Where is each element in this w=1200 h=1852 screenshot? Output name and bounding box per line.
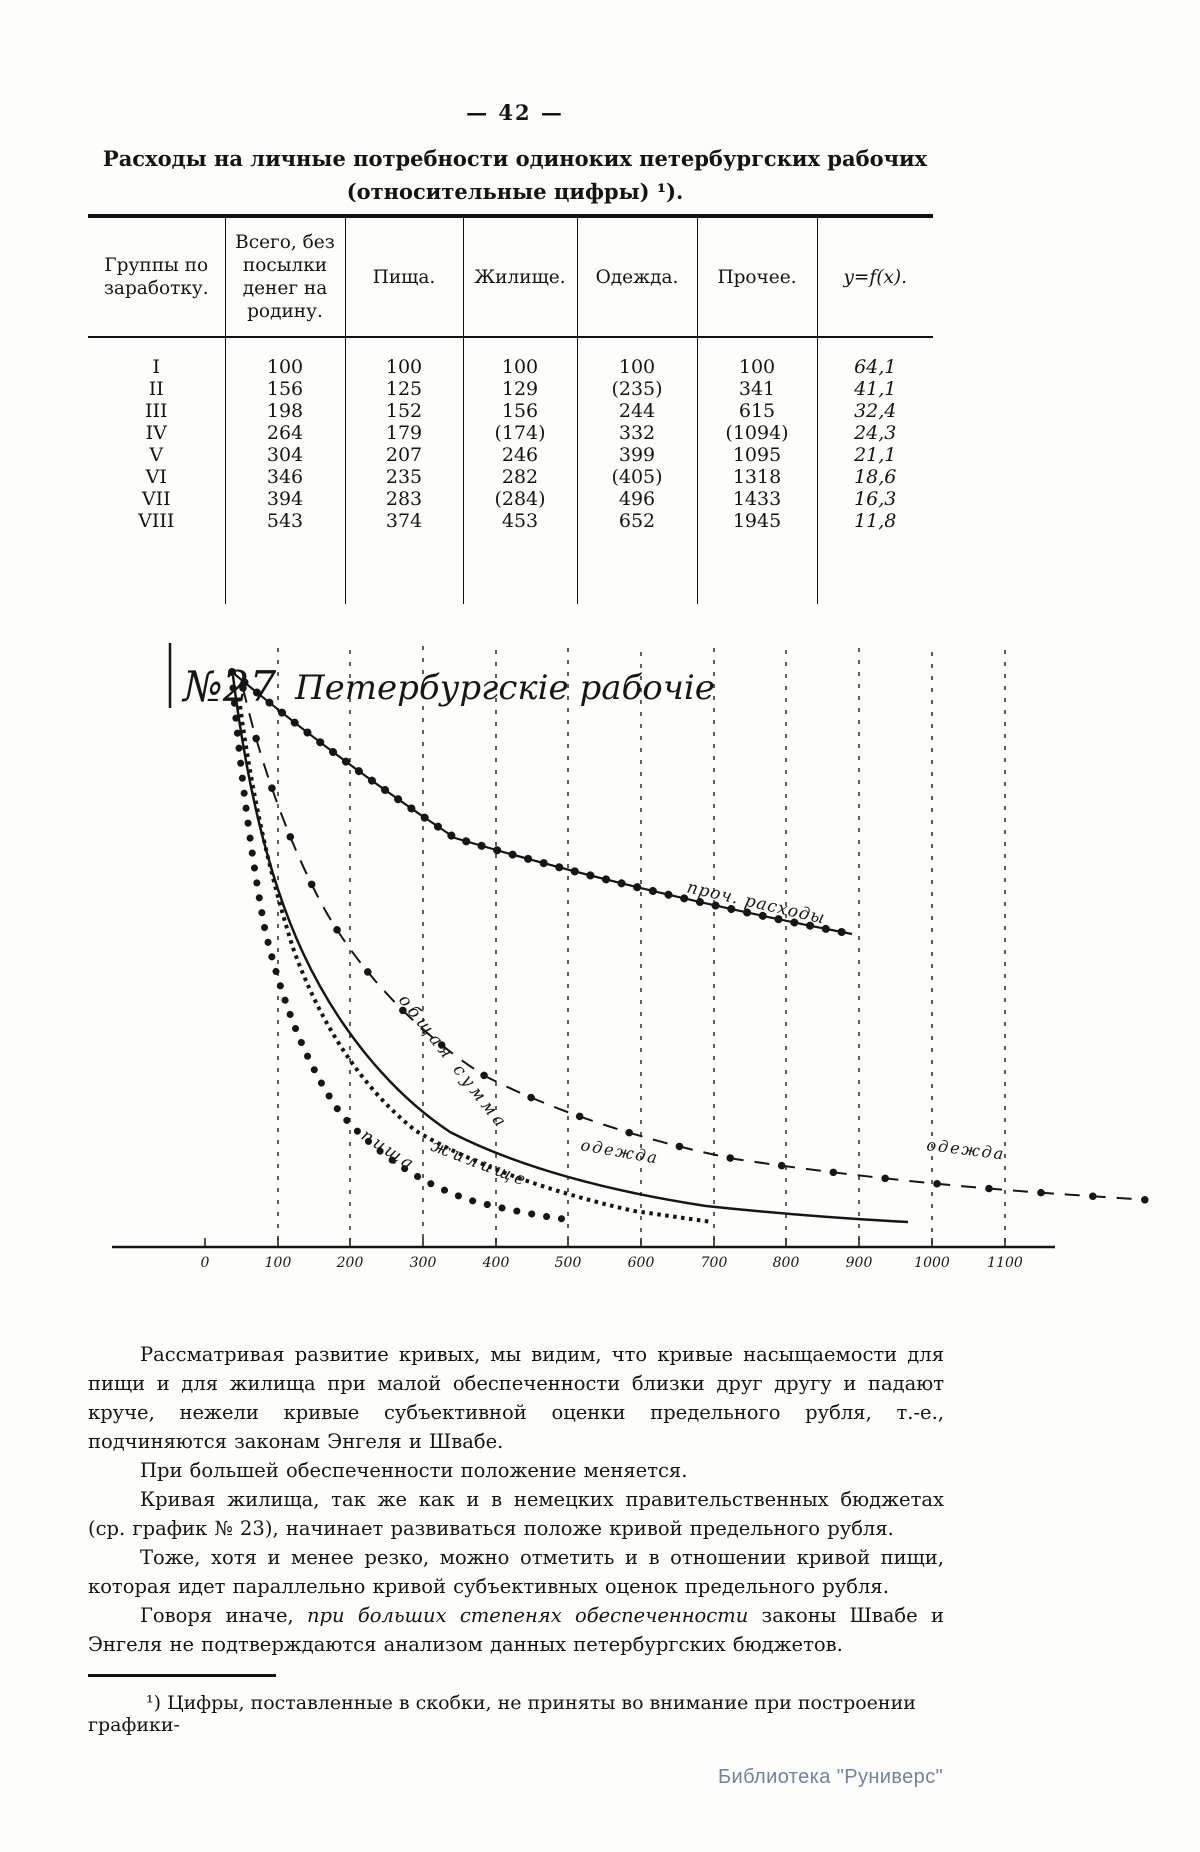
cell-food: 100 <box>345 337 463 378</box>
cell-total: 346 <box>225 466 345 488</box>
curve-pischa <box>233 688 571 1220</box>
curve-label-pischa: пища <box>357 1125 420 1176</box>
cell-total: 264 <box>225 422 345 444</box>
table-row <box>88 510 933 532</box>
cell-other: 615 <box>697 400 817 422</box>
cell-food: 374 <box>345 510 463 532</box>
cell-total: 198 <box>225 400 345 422</box>
cell-yfx: 11,8 <box>854 510 897 532</box>
table-row <box>88 337 933 378</box>
curve-label-odezhda-right: одежда <box>925 1135 1007 1164</box>
paragraph-1: Рассматривая развитие кривых, мы видим, что кривые насыщаемости для пищи и для жилища при малой обеспеченности близки друг другу и падают круче, нежели кривые субъективной оценки предельного рубля, т.-е., подчиняются законам Энгеля и Швабе. <box>88 1343 944 1453</box>
cell-group: VI <box>88 466 225 488</box>
col-header-total: Всего, без посылки денег на родину. <box>225 216 345 337</box>
paragraph-3: Кривая жилища, так же как и в немецких правительственных бюджетах (ср. график № 23), начинает развиваться положе кривой предельного рубля. <box>88 1488 944 1540</box>
col-header-food: Пища. <box>345 216 463 337</box>
x-tick-label: 1100 <box>987 1255 1023 1271</box>
circle-markers <box>243 688 1148 1200</box>
hand-drawn-chart <box>60 620 1180 1320</box>
cell-total: 394 <box>225 488 345 510</box>
table-row <box>88 422 933 444</box>
cell-housing: 129 <box>463 378 577 400</box>
cell-clothing: 496 <box>577 488 697 510</box>
table-row <box>88 378 933 400</box>
body-text <box>88 1340 944 1659</box>
cell-group: I <box>88 337 225 378</box>
footnote-separator <box>88 1674 276 1677</box>
cell-yfx: 64,1 <box>854 356 897 378</box>
cell-clothing: 332 <box>577 422 697 444</box>
curve-odezhda <box>243 688 1148 1200</box>
cell-yfx: 21,1 <box>854 444 897 466</box>
curve-label-odezhda-left: одежда <box>579 1135 661 1168</box>
cell-total: 156 <box>225 378 345 400</box>
cell-clothing: 244 <box>577 400 697 422</box>
curve-label-zhilische: жилище <box>428 1135 532 1192</box>
cell-other: 1318 <box>697 466 817 488</box>
cell-group: IV <box>88 422 225 444</box>
x-tick-label: 0 <box>200 1255 210 1271</box>
figure-title: Петербургскіе рабочіе <box>295 668 715 708</box>
paragraph-5-start: Говоря иначе, <box>140 1604 307 1627</box>
cell-clothing: 399 <box>577 444 697 466</box>
x-tick-label: 400 <box>482 1255 510 1271</box>
table-spacer-row <box>88 532 933 604</box>
budget-table <box>88 214 933 604</box>
cell-housing: 156 <box>463 400 577 422</box>
table-title-line2: (относительные цифры) ¹). <box>346 179 684 204</box>
cell-housing: 453 <box>463 510 577 532</box>
col-header-group: Группы по заработку. <box>88 216 225 337</box>
x-tick-label: 800 <box>772 1255 800 1271</box>
cell-other: 1945 <box>697 510 817 532</box>
cell-other: 1433 <box>697 488 817 510</box>
cell-housing: 282 <box>463 466 577 488</box>
table-row <box>88 466 933 488</box>
curve-label-summa: общая сумма <box>394 990 513 1134</box>
cell-food: 235 <box>345 466 463 488</box>
cell-housing: (174) <box>463 422 577 444</box>
col-header-housing: Жилище. <box>463 216 577 337</box>
cell-yfx: 16,3 <box>854 488 897 510</box>
paragraph-5-emphasis: при больших степенях обеспеченности <box>307 1604 749 1627</box>
x-axis-labels <box>201 1255 1023 1271</box>
paragraph-2: При большей обеспеченности положение меняется. <box>140 1459 688 1482</box>
x-tick-label: 500 <box>554 1255 582 1271</box>
cell-group: V <box>88 444 225 466</box>
table-row <box>88 488 933 510</box>
cell-housing: 246 <box>463 444 577 466</box>
cell-food: 207 <box>345 444 463 466</box>
cell-group: III <box>88 400 225 422</box>
cell-clothing: 100 <box>577 337 697 378</box>
cell-clothing: 652 <box>577 510 697 532</box>
x-tick-label: 200 <box>336 1255 364 1271</box>
col-header-other: Прочее. <box>697 216 817 337</box>
cell-yfx: 32,4 <box>854 400 897 422</box>
col-header-yfx: y=f(x). <box>817 216 933 337</box>
x-tick-label: 900 <box>845 1255 873 1271</box>
library-watermark: Библиотека "Руниверс" <box>718 1766 944 1788</box>
cell-yfx: 18,6 <box>854 466 897 488</box>
cell-food: 125 <box>345 378 463 400</box>
budget-table-header <box>88 216 933 337</box>
cell-other: (1094) <box>697 422 817 444</box>
x-tick-label: 1000 <box>914 1255 950 1271</box>
paragraph-5 <box>88 1601 944 1659</box>
cell-group: VII <box>88 488 225 510</box>
table-title-line1: Расходы на личные потребности одиноких петербургских рабочих <box>102 146 928 171</box>
cell-housing: 100 <box>463 337 577 378</box>
x-axis-ticks <box>205 1238 1005 1247</box>
x-tick-label: 300 <box>409 1255 437 1271</box>
curve-obschaya-summa <box>233 676 908 1222</box>
table-row <box>88 400 933 422</box>
cell-clothing: (235) <box>577 378 697 400</box>
cell-other: 100 <box>697 337 817 378</box>
col-header-clothing: Одежда. <box>577 216 697 337</box>
cell-yfx: 24,3 <box>854 422 897 444</box>
cell-total: 543 <box>225 510 345 532</box>
cell-food: 179 <box>345 422 463 444</box>
table-row <box>88 444 933 466</box>
table-title <box>90 142 940 208</box>
budget-table-body <box>88 337 933 604</box>
x-tick-label: 600 <box>627 1255 655 1271</box>
cell-clothing: (405) <box>577 466 697 488</box>
figure-number: №27 <box>183 662 277 711</box>
cell-group: VIII <box>88 510 225 532</box>
cell-group: II <box>88 378 225 400</box>
x-tick-label: 100 <box>264 1255 292 1271</box>
x-tick-label: 700 <box>700 1255 728 1271</box>
cell-yfx: 41,1 <box>854 378 897 400</box>
page-number: — 42 — <box>466 100 564 125</box>
cell-food: 283 <box>345 488 463 510</box>
cell-total: 304 <box>225 444 345 466</box>
cell-housing: (284) <box>463 488 577 510</box>
paragraph-5-end: законы Швабе и Энгеля не подтверждаются анализом данных петербургских бюджетов. <box>88 1604 944 1656</box>
cell-other: 341 <box>697 378 817 400</box>
cell-other: 1095 <box>697 444 817 466</box>
cell-total: 100 <box>225 337 345 378</box>
curve-label-prochie: проч. расходы <box>684 877 828 929</box>
footnote: ¹) Цифры, поставленные в скобки, не приняты во внимание при построении графики- <box>88 1692 916 1736</box>
paragraph-4: Тоже, хотя и менее резко, можно отметить и в отношении кривой пищи, которая идет параллельно кривой субъективных оценок предельного рубля. <box>88 1546 944 1598</box>
cell-food: 152 <box>345 400 463 422</box>
